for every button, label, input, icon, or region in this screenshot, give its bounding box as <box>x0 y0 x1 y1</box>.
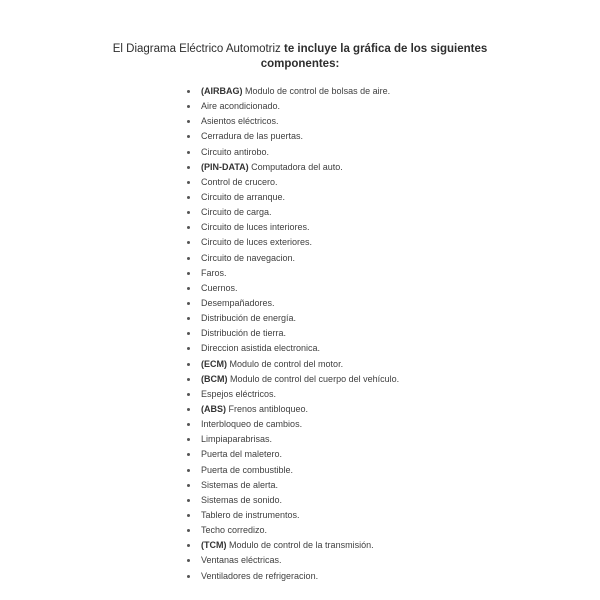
component-label: Desempañadores. <box>201 297 275 308</box>
component-label: Computadora del auto. <box>248 161 343 172</box>
bullet-icon <box>187 423 190 426</box>
component-label: Direccion asistida electronica. <box>201 343 321 354</box>
bullet-icon <box>187 559 190 562</box>
list-item <box>186 569 399 584</box>
component-label: Ventiladores de refrigeracion. <box>201 570 319 581</box>
component-label: Techo corredizo. <box>201 525 268 536</box>
list-item <box>186 341 399 356</box>
list-item <box>186 387 399 402</box>
bullet-icon <box>187 120 190 123</box>
list-item <box>186 160 399 175</box>
component-code: (TCM) <box>201 540 227 551</box>
component-label: Aire acondicionado. <box>201 101 281 112</box>
list-item <box>186 266 399 281</box>
component-label: Asientos eléctricos. <box>201 116 279 127</box>
list-item <box>186 84 399 99</box>
bullet-icon <box>187 151 190 154</box>
component-label: Cerradura de las puertas. <box>201 131 304 142</box>
heading-emphasis: te incluye la gráfica de los siguientes componentes: <box>260 43 488 70</box>
component-label: Control de crucero. <box>201 176 278 187</box>
list-item <box>186 235 399 250</box>
bullet-icon <box>187 575 190 578</box>
list-item <box>186 508 399 523</box>
list-item <box>186 478 399 493</box>
list-item <box>186 326 399 341</box>
bullet-icon <box>187 181 190 184</box>
bullet-icon <box>187 438 190 441</box>
component-label: Modulo de control del motor. <box>227 358 344 369</box>
component-label: Circuito antirobo. <box>201 146 270 157</box>
list-item <box>186 553 399 568</box>
component-label: Espejos eléctricos. <box>201 388 277 399</box>
bullet-icon <box>187 302 190 305</box>
bullet-icon <box>187 529 190 532</box>
bullet-icon <box>187 363 190 366</box>
component-label: Puerta del maletero. <box>201 449 283 460</box>
component-label: Sistemas de alerta. <box>201 479 279 490</box>
page-heading <box>80 42 520 72</box>
component-label: Circuito de navegacion. <box>201 252 296 263</box>
component-code: (BCM) <box>201 373 228 384</box>
list-item <box>186 220 399 235</box>
list-item <box>186 129 399 144</box>
bullet-icon <box>187 211 190 214</box>
component-label: Cuernos. <box>201 282 238 293</box>
component-label: Distribución de tierra. <box>201 328 287 339</box>
component-label: Distribución de energía. <box>201 313 297 324</box>
bullet-icon <box>187 241 190 244</box>
bullet-icon <box>187 332 190 335</box>
list-item <box>186 538 399 553</box>
bullet-icon <box>187 544 190 547</box>
bullet-icon <box>187 469 190 472</box>
bullet-icon <box>187 135 190 138</box>
component-label: Frenos antibloqueo. <box>226 403 309 414</box>
component-code: (PIN-DATA) <box>201 161 249 172</box>
bullet-icon <box>187 499 190 502</box>
list-item <box>186 311 399 326</box>
list-item <box>186 357 399 372</box>
list-item <box>186 463 399 478</box>
component-label: Ventanas eléctricas. <box>201 555 282 566</box>
list-item <box>186 145 399 160</box>
list-item <box>186 281 399 296</box>
component-code: (ECM) <box>201 358 227 369</box>
bullet-icon <box>187 105 190 108</box>
bullet-icon <box>187 514 190 517</box>
component-label: Limpiaparabrisas. <box>201 434 273 445</box>
list-item <box>186 432 399 447</box>
list-item <box>186 447 399 462</box>
component-label: Faros. <box>201 267 227 278</box>
component-label: Circuito de arranque. <box>201 191 286 202</box>
list-item <box>186 190 399 205</box>
bullet-icon <box>187 287 190 290</box>
bullet-icon <box>187 347 190 350</box>
bullet-icon <box>187 272 190 275</box>
bullet-icon <box>187 393 190 396</box>
component-label: Modulo de control de bolsas de aire. <box>242 86 391 96</box>
list-item <box>186 296 399 311</box>
bullet-icon <box>187 408 190 411</box>
list-item <box>186 523 399 538</box>
list-item <box>186 493 399 508</box>
component-label: Sistemas de sonido. <box>201 494 283 505</box>
list-item <box>186 99 399 114</box>
list-item <box>186 417 399 432</box>
heading-intro: El Diagrama Eléctrico Automotriz <box>112 43 285 55</box>
component-label: Circuito de luces exteriores. <box>201 237 313 248</box>
list-item <box>186 251 399 266</box>
bullet-icon <box>187 226 190 229</box>
component-label: Circuito de carga. <box>201 207 272 218</box>
component-code: (AIRBAG) <box>201 86 243 96</box>
bullet-icon <box>187 484 190 487</box>
component-label: Modulo de control de la transmisión. <box>226 540 374 551</box>
list-item <box>186 372 399 387</box>
list-item <box>186 402 399 417</box>
component-code: (ABS) <box>201 403 226 414</box>
bullet-icon <box>187 453 190 456</box>
bullet-icon <box>187 196 190 199</box>
list-item <box>186 114 399 129</box>
list-item <box>186 175 399 190</box>
list-item <box>186 205 399 220</box>
component-label: Modulo de control del cuerpo del vehículo. <box>227 373 400 384</box>
component-label: Interbloqueo de cambios. <box>201 419 303 430</box>
bullet-icon <box>187 90 190 93</box>
component-list <box>186 84 399 584</box>
component-label: Puerta de combustible. <box>201 464 294 475</box>
bullet-icon <box>187 317 190 320</box>
bullet-icon <box>187 166 190 169</box>
bullet-icon <box>187 257 190 260</box>
component-label: Tablero de instrumentos. <box>201 509 300 520</box>
component-label: Circuito de luces interiores. <box>201 222 310 233</box>
bullet-icon <box>187 378 190 381</box>
